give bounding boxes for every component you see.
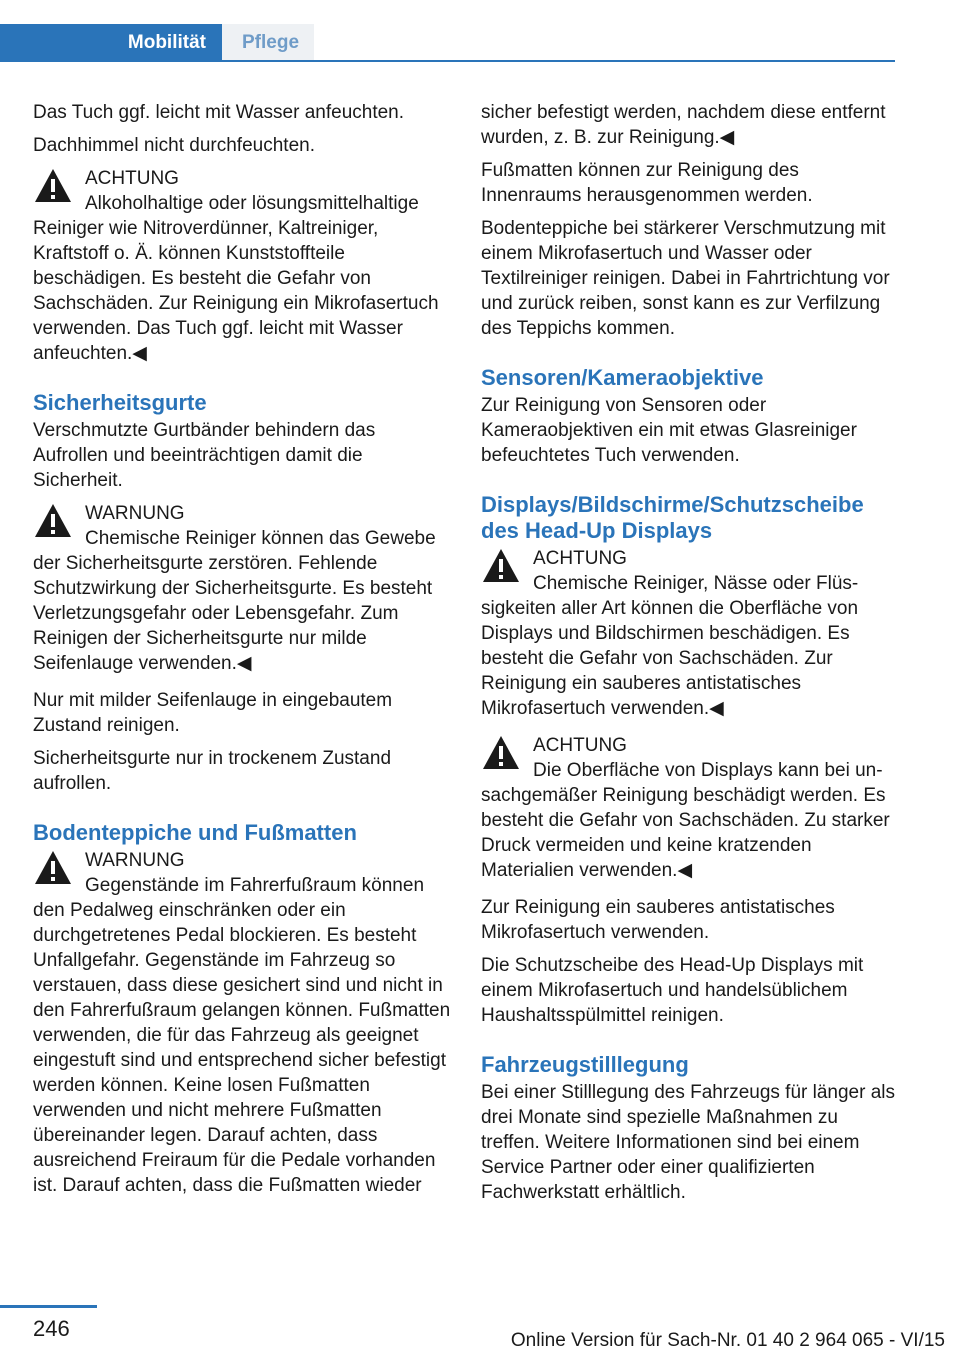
warning-text-first: Gegenstände im Fahrerfußraum können xyxy=(85,875,425,896)
warning-text-first: Chemische Reiniger, Nässe oder Flüs- xyxy=(533,573,859,594)
warning-triangle-icon xyxy=(481,733,521,773)
warning-box xyxy=(33,848,451,1198)
warning-text-first: Chemische Reiniger können das Gewebe xyxy=(85,528,436,549)
warning-text: sigkeiten aller Art können die Oberfläche von Displays und Bildschirmen beschädigen. Es besteht die Gefahr von Sachschäden. Zur Reinigung ein sauberes antistatisches Mikrofasertuch verwenden.◀ xyxy=(481,598,859,719)
warning-text-first: Die Oberfläche von Displays kann bei un- xyxy=(533,760,883,781)
warning-heading: WARNUNG xyxy=(85,503,185,524)
paragraph: Sicherheitsgurte nur in trockenem Zustand aufrollen. xyxy=(33,748,392,794)
warning-heading: WARNUNG xyxy=(85,850,185,871)
paragraph: sicher befestigt werden, nachdem diese entfernt wurden, z. B. zur Reinigung.◀ xyxy=(481,102,886,148)
warning-text: Reiniger wie Nitroverdünner, Kaltreiniger, Kraftstoff o. Ä. können Kunststoffteile beschädigen. Es besteht die Gefahr von Sachschäden. Zur Reinigung ein Mikrofasertuch verwenden. Das Tuch ggf. leicht mit Wasser anfeuchten.◀ xyxy=(33,218,439,364)
paragraph: Nur mit milder Seifenlauge in eingebautem Zustand reinigen. xyxy=(33,690,393,736)
section-heading: Bodenteppiche und Fußmatten xyxy=(33,820,357,845)
paragraph: Bei einer Stilllegung des Fahrzeugs für länger als drei Monate sind spezielle Maßnahmen zu treffen. Weitere Informationen sind bei einem Service Partner oder einer qualifizierten Fachwerkstatt erhältlich. xyxy=(481,1082,896,1203)
left-column xyxy=(33,100,451,1210)
warning-text-first: Alkoholhaltige oder lösungsmittelhaltige xyxy=(85,193,419,214)
warning-triangle-icon xyxy=(481,546,521,586)
warning-text: sachgemäßer Reinigung beschädigt werden. Es besteht die Gefahr von Sachschäden. Zu starker Druck vermeiden und keine kratzenden Materialien verwenden.◀ xyxy=(481,785,890,881)
paragraph: Die Schutzscheibe des Head-Up Displays mit einem Mikrofasertuch und handelsüblichem Haushaltsspülmittel reinigen. xyxy=(481,955,864,1026)
warning-box xyxy=(33,501,451,676)
warning-box xyxy=(481,546,899,721)
section-heading: Fahrzeugstilllegung xyxy=(481,1052,689,1077)
header-tabs xyxy=(0,24,314,62)
warning-text: der Sicherheitsgurte zerstören. Fehlende Schutzwirkung der Sicherheitsgurte. Es besteht Verletzungsgefahr oder Lebensgefahr. Zum Reinigen der Sicherheitsgurte nur milde Seifenlauge verwenden.◀ xyxy=(33,553,433,674)
warning-triangle-icon xyxy=(33,166,73,206)
footer-rule xyxy=(0,1305,97,1308)
paragraph: Bodenteppiche bei stärkerer Verschmutzung mit einem Mikrofasertuch und Wasser oder Textilreiniger reinigen. Dabei in Fahrtrichtung vor und zurück reiben, sonst kann es zur Verfilzung des Teppichs kommen. xyxy=(481,218,890,339)
online-version-note: Online Version für Sach-Nr. 01 40 2 964 065 - VI/15 xyxy=(510,1330,945,1351)
paragraph: Verschmutzte Gurtbänder behindern das Aufrollen und beeinträchtigen damit die Sicherheit. xyxy=(33,420,376,491)
paragraph: Das Tuch ggf. leicht mit Wasser anfeuchten. xyxy=(33,102,405,123)
tab-mobilitaet[interactable]: Mobilität xyxy=(0,24,222,62)
tab-pflege[interactable]: Pflege xyxy=(222,24,314,62)
page-number: 246 xyxy=(33,1316,70,1341)
right-column xyxy=(481,100,899,1213)
section-heading: Displays/Bildschirme/Schutzscheibe des Head-Up Displays xyxy=(481,492,864,543)
paragraph: Zur Reinigung ein sauberes antistatisches Mikrofasertuch verwenden. xyxy=(481,897,835,943)
section-heading: Sensoren/Kameraobjektive xyxy=(481,365,764,390)
warning-triangle-icon xyxy=(33,501,73,541)
header-rule xyxy=(0,60,895,62)
warning-heading: ACHTUNG xyxy=(533,548,627,569)
warning-box xyxy=(481,733,899,883)
section-heading: Sicherheitsgurte xyxy=(33,390,207,415)
paragraph: Fußmatten können zur Reinigung des Innenraums herausgenommen werden. xyxy=(481,160,813,206)
warning-text: den Pedalweg einschränken oder ein durchgetretenes Pedal blockieren. Es besteht Unfallgefahr. Gegenstände im Fahrzeug so verstauen, dass diese gesichert sind und nicht in den Fahrerfußraum gelangen können. Fußmatten verwenden, die für das Fahrzeug als geeignet eingestuft sind und entsprechend sicher befestigt werden können. Keine losen Fußmatten verwenden und nicht mehrere Fußmatten übereinander legen. Darauf achten, dass ausreichend Freiraum für die Pedale vorhanden ist. Darauf achten, dass die Fußmatten wieder xyxy=(33,900,451,1196)
paragraph: Zur Reinigung von Sensoren oder Kameraobjektiven ein mit etwas Glasreiniger befeuchtetes Tuch verwenden. xyxy=(481,395,857,466)
warning-heading: ACHTUNG xyxy=(85,168,179,189)
warning-heading: ACHTUNG xyxy=(533,735,627,756)
paragraph: Dachhimmel nicht durchfeuchten. xyxy=(33,135,315,156)
warning-triangle-icon xyxy=(33,848,73,888)
warning-box xyxy=(33,166,451,366)
